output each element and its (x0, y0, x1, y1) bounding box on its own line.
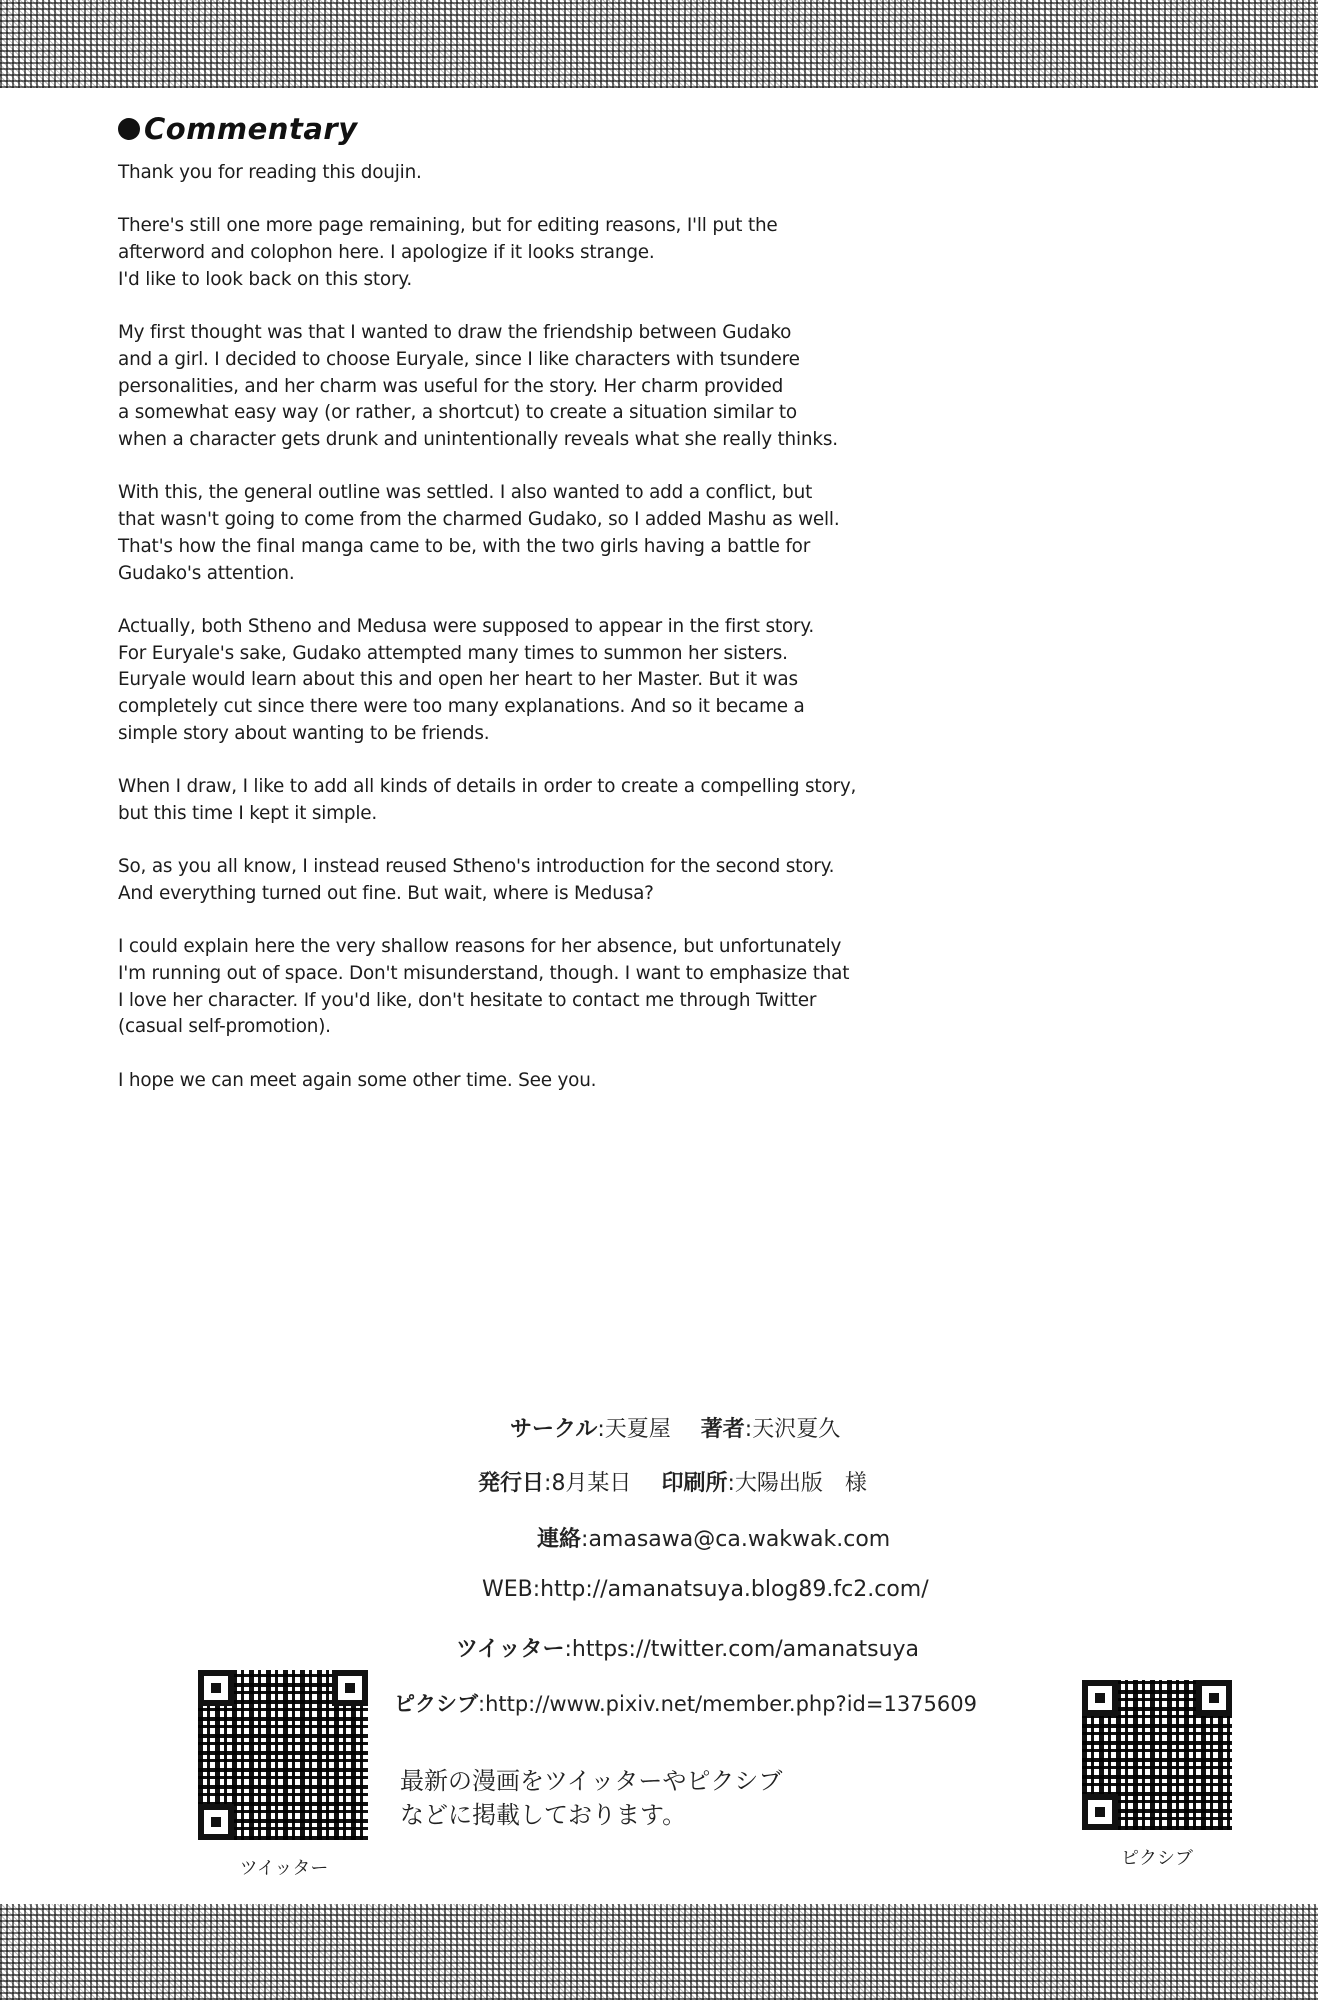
qr-code-pixiv-icon (1082, 1680, 1232, 1830)
commentary-line: afterword and colophon here. I apologize if it looks strange. (118, 242, 655, 264)
commentary-line: My first thought was that I wanted to draw the friendship between Gudako (118, 322, 792, 344)
date-label: 発行日 (478, 1471, 545, 1496)
commentary-line: Gudako's attention. (118, 562, 295, 584)
commentary-paragraph (118, 774, 858, 827)
pixiv-row (394, 1688, 977, 1718)
note-text (400, 1764, 782, 1832)
circle-author-row (510, 1412, 840, 1443)
author-label: 著者 (700, 1417, 745, 1442)
web-link[interactable]: http://amanatsuya.blog89.fc2.com/ (540, 1577, 929, 1602)
commentary-line: simple story about wanting to be friends. (118, 722, 490, 744)
commentary-line: personalities, and her charm was useful for the story. Her charm provided (118, 375, 784, 397)
bullet-icon (118, 118, 140, 140)
qr-twitter[interactable] (198, 1670, 370, 1880)
pixiv-label: ピクシブ (394, 1692, 478, 1716)
note-line: 最新の漫画をツイッターやピクシブ (400, 1767, 783, 1795)
printer-label: 印刷所 (661, 1471, 728, 1496)
qr-pixiv-label: ピクシブ (1121, 1848, 1193, 1869)
commentary-line: Actually, both Stheno and Medusa were supposed to appear in the first story. (118, 615, 814, 637)
commentary-line: For Euryale's sake, Gudako attempted many times to summon her sisters. (118, 642, 788, 664)
commentary-paragraph (118, 614, 858, 748)
commentary-paragraph (118, 320, 858, 454)
qr-twitter-label: ツイッター (239, 1858, 329, 1879)
separator: : (564, 1637, 572, 1662)
bottom-pattern-band (0, 1904, 1318, 2000)
separator: : (478, 1692, 486, 1716)
commentary-line: (casual self-promotion). (118, 1016, 331, 1038)
commentary-line: when a character gets drunk and unintentionally reveals what she really thinks. (118, 429, 838, 450)
commentary-paragraph (118, 854, 858, 907)
separator: : (544, 1471, 552, 1496)
top-pattern-band (0, 0, 1318, 88)
commentary-paragraph (118, 480, 858, 587)
separator: : (532, 1577, 541, 1602)
qr-code-twitter-icon (198, 1670, 368, 1840)
commentary-line: I love her character. If you'd like, don't hesitate to contact me through Twitter (118, 989, 817, 1011)
date-value: 8月某日 (551, 1471, 632, 1496)
commentary-line: that wasn't going to come from the charmed Gudako, so I added Mashu as well. (118, 509, 840, 531)
circle-value: 天夏屋 (604, 1417, 671, 1442)
commentary-title: Commentary (144, 112, 358, 146)
date-printer-row (478, 1466, 867, 1497)
web-row (482, 1577, 929, 1602)
commentary-section (118, 112, 858, 1121)
commentary-heading (118, 112, 858, 146)
commentary-paragraph (118, 1068, 858, 1095)
contact-row (537, 1522, 890, 1553)
commentary-line: I'd like to look back on this story. (118, 268, 413, 290)
commentary-body (118, 160, 858, 1094)
commentary-line: completely cut since there were too many explanations. And so it became a (118, 696, 805, 717)
commentary-line: I'm running out of space. Don't misunderstand, though. I want to emphasize that (118, 962, 850, 984)
commentary-line: With this, the general outline was settled. I also wanted to add a conflict, but (118, 482, 813, 504)
separator: : (744, 1417, 753, 1442)
commentary-line: and a girl. I decided to choose Euryale, since I like characters with tsundere (118, 348, 800, 370)
qr-pixiv[interactable] (1082, 1680, 1232, 1870)
twitter-row (456, 1632, 919, 1663)
separator: : (727, 1471, 735, 1496)
commentary-line: a somewhat easy way (or rather, a shortcut) to create a situation similar to (118, 402, 797, 424)
note-line: などに掲載しております。 (400, 1801, 687, 1829)
commentary-line: And everything turned out fine. But wait, where is Medusa? (118, 882, 654, 904)
commentary-line: There's still one more page remaining, but for editing reasons, I'll put the (118, 215, 778, 237)
commentary-line: So, as you all know, I instead reused Stheno's introduction for the second story. (118, 856, 835, 878)
commentary-line: Euryale would learn about this and open her heart to her Master. But it was (118, 669, 798, 691)
twitter-link[interactable]: https://twitter.com/amanatsuya (571, 1637, 920, 1662)
commentary-line: but this time I kept it simple. (118, 802, 378, 824)
twitter-label: ツイッター (456, 1637, 565, 1662)
commentary-line: Thank you for reading this doujin. (118, 162, 422, 183)
separator: : (581, 1527, 589, 1552)
commentary-line: I could explain here the very shallow reasons for her absence, but unfortunately (118, 936, 842, 958)
contact-label: 連絡 (537, 1527, 582, 1552)
printer-value: 大陽出版 様 (734, 1471, 867, 1496)
commentary-paragraph (118, 213, 858, 293)
commentary-line: I hope we can meet again some other time. See you. (118, 1069, 597, 1091)
commentary-line: That's how the final manga came to be, with the two girls having a battle for (118, 535, 811, 557)
separator: : (597, 1417, 605, 1442)
commentary-line: When I draw, I like to add all kinds of details in order to create a compelling story, (118, 776, 857, 798)
pixiv-link[interactable]: http://www.pixiv.net/member.php?id=1375609 (485, 1692, 977, 1716)
author-value: 天沢夏久 (752, 1417, 841, 1442)
circle-label: サークル (510, 1417, 598, 1442)
contact-email-link[interactable]: amasawa@ca.wakwak.com (588, 1527, 891, 1552)
web-label: WEB (482, 1577, 533, 1602)
commentary-paragraph (118, 160, 858, 187)
commentary-paragraph (118, 934, 858, 1041)
